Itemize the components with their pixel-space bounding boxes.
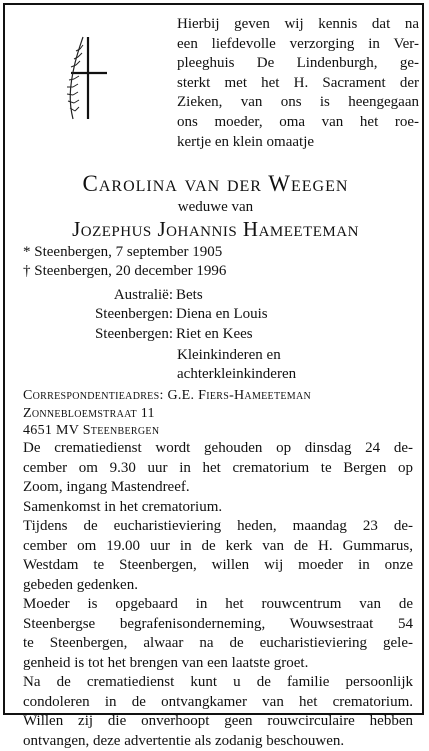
body-line: te Steenbergen, alwaar na de eucharistieviering gele- <box>23 634 413 654</box>
body-line: De crematiedienst wordt gehouden op dinsdag 24 de- <box>23 439 413 459</box>
correspondence-address <box>23 387 311 440</box>
family-list <box>23 286 353 344</box>
family-place: Steenbergen: <box>23 325 173 344</box>
intro-line: pleeghuis De Lindenburgh, ge- <box>177 54 419 74</box>
service-details <box>23 439 413 751</box>
family-names: Diena en Louis <box>173 305 268 324</box>
address-line: Correspondentieadres: G.E. Fiers-Hameeteman <box>23 387 311 405</box>
intro-line: ons moeder, oma van het roe- <box>177 113 419 133</box>
family-row <box>23 305 353 324</box>
intro-line: Hierbij geven wij kennis dat na <box>177 15 419 35</box>
family-names: Riet en Kees <box>173 325 253 344</box>
body-line: Tijdens de eucharistieviering heden, maandag 23 de- <box>23 517 413 537</box>
announcement-intro <box>177 15 419 152</box>
body-line: Zoom, ingang Mastendreef. <box>23 478 413 498</box>
body-line: cember om 9.30 uur in het crematorium te Bergen op <box>23 459 413 479</box>
body-line: Na de crematiedienst kunt u de familie persoonlijk <box>23 673 413 693</box>
body-line: ontvangen, deze advertentie als zodanig beschouwen. <box>23 732 413 751</box>
family-names: Bets <box>173 286 203 305</box>
intro-line: een liefdevolle verzorging in Ver- <box>177 35 419 55</box>
obituary-card <box>3 3 424 715</box>
cross-with-palm-icon <box>63 33 113 123</box>
body-line: gebeden gedenken. <box>23 576 413 596</box>
intro-line: sterkt met het H. Sacrament der <box>177 74 419 94</box>
death-date: † Steenbergen, 20 december 1996 <box>23 262 226 281</box>
body-line: Moeder is opgebaard in het rouwcentrum van de <box>23 595 413 615</box>
widow-of-label: weduwe van <box>5 199 426 216</box>
body-line: Willen zij die onverhoopt geen rouwcirculaire hebben <box>23 712 413 732</box>
address-line: 4651 MV Steenbergen <box>23 422 311 440</box>
family-row <box>23 286 353 305</box>
deceased-name: Carolina van der Weegen <box>5 171 426 197</box>
birth-date: * Steenbergen, 7 september 1905 <box>23 243 226 262</box>
body-line: genheid is tot het brengen van een laatste groet. <box>23 654 413 674</box>
body-line: Westdam te Steenbergen, willen wij moeder in onze <box>23 556 413 576</box>
family-place: Steenbergen: <box>23 305 173 324</box>
grandchildren-line: Kleinkinderen en <box>177 346 296 365</box>
spouse-name: Jozephus Johannis Hameeteman <box>5 217 426 242</box>
grandchildren-line: achterkleinkinderen <box>177 365 296 384</box>
intro-line: Zieken, van ons is heengegaan <box>177 93 419 113</box>
family-row <box>23 325 353 344</box>
family-place: Australië: <box>23 286 173 305</box>
address-line: Zonnebloemstraat 11 <box>23 405 311 423</box>
body-line: condoleren in de ontvangkamer van het crematorium. <box>23 693 413 713</box>
intro-line: kertje en klein omaatje <box>177 133 419 153</box>
life-dates <box>23 243 226 282</box>
body-line: cember om 19.00 uur in de kerk van de H. Gummarus, <box>23 537 413 557</box>
grandchildren <box>177 346 296 384</box>
body-line: Steenbergse begrafenisonderneming, Wouwsestraat 54 <box>23 615 413 635</box>
body-line: Samenkomst in het crematorium. <box>23 498 413 518</box>
